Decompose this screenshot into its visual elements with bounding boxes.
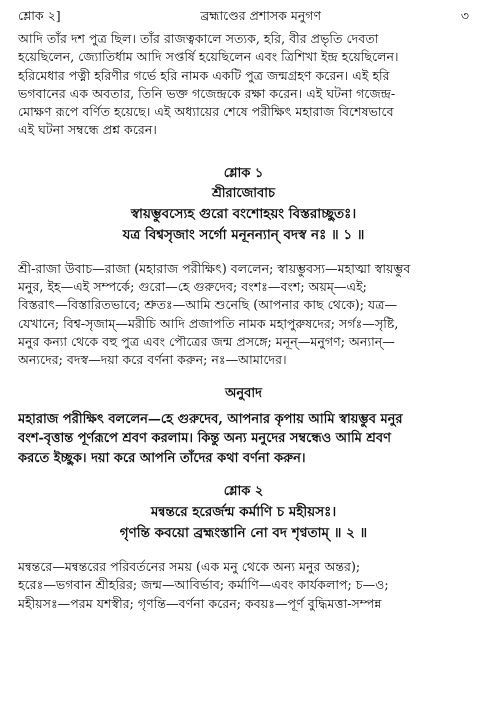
- header-left: শ্লোক ২]: [18, 8, 61, 23]
- intro-line: আদি তাঁর দশ পুত্র ছিল। তাঁর রাজত্বকালে সত্যক, হরি, বীর প্রভৃতি দেবতা: [18, 31, 379, 46]
- intro-line: হরিমেধার পত্নী হরিণীর গর্ভে হরি নামক একটি পুত্র জন্মগ্রহণ করেন। এই হরি: [18, 67, 390, 83]
- intro-line: হয়েছিলেন, জ্যোতির্ধাম আদি সপ্তর্ষি হয়েছিলেন এবং ত্রিশিখা ইন্দ্র হয়েছিলেন।: [18, 49, 399, 65]
- translation-line: করতে ইচ্ছুক। দয়া করে আপনি তাঁদের কথা বর্ণনা করুন।: [18, 450, 306, 466]
- translation-paragraph: [18, 410, 469, 469]
- translation-line: মহারাজ পরীক্ষিৎ বললেন—হে গুরুদেব, আপনার কৃপায় আমি স্বায়ম্ভুব মনুর: [18, 411, 403, 427]
- synonym-line: মন্বন্তরে—মন্বন্তরের পরিবর্তনের সময় (এক মনু থেকে অন্য মনুর অন্তর);: [18, 559, 361, 575]
- synonym-line: হরেঃ—ভগবান শ্রীহরির; জন্ম—আবির্ভাব; কর্মাণি—এবং কার্যকলাপ; চ—ও;: [18, 577, 389, 593]
- verse-1-line: স্বায়ম্ভুবস্যেহ গুরো বংশোহয়ং বিস্তরাচ্ছুতঃ।: [130, 205, 357, 222]
- verse-2-title: শ্লোক ২: [223, 484, 264, 500]
- synonym-line: যেখানে; বিশ্ব-সৃজাম্‌—মরীচি আদি প্রজাপতি নামক মহাপুরুষদের; সর্গঃ—সৃষ্টি,: [18, 315, 399, 331]
- verse-1-line: যত্র বিশ্বসৃজাং সর্গো মনূনন্যান্‌ বদস্ব নঃ ॥ ১ ॥: [122, 226, 365, 243]
- intro-line: ভগবানের এক অবতার, তিনি ভক্ত গজেন্দ্রকে রক্ষা করেন। এই ঘটনা গজেন্দ্র-: [18, 85, 396, 101]
- page-number: ৩: [460, 8, 469, 23]
- header-title: ব্রহ্মাণ্ডের প্রশাসক মনুগণ: [200, 8, 322, 23]
- synonym-line: মনুর, ইহ—এই সম্পর্কে; গুরো—হে গুরুদেব; বংশঃ—বংশ; অয়ম্‌—এই;: [18, 279, 367, 295]
- synonym-line: অন্যদের; বদস্ব—দয়া করে বর্ণনা করুন; নঃ—আমাদের।: [18, 352, 287, 368]
- translation-title: অনুবাদ: [225, 385, 262, 401]
- synonym-line: মনুর কন্যা থেকে বহু পুত্র এবং পৌত্রের জন্ম প্রসঙ্গে; মনূন্‌—মনুগণ; অন্যান্‌—: [18, 333, 395, 349]
- verse-1-speaker: শ্রীরাজোবাচ: [211, 185, 276, 201]
- synonym-line: মহীয়সঃ—পরম যশস্বীর; গৃণন্তি—বর্ণনা করেন; কবয়ঃ—পূর্ণ বুদ্ধিমত্তা-সম্পন্ন: [18, 595, 382, 611]
- page-header: [18, 8, 469, 30]
- synonym-line: শ্রী-রাজা উবাচ—রাজা (মহারাজ পরীক্ষিৎ) বললেন; স্বায়ম্ভুবস্য—মহাত্মা স্বায়ম্ভুব: [18, 260, 411, 276]
- verse-1-synonyms: [18, 260, 469, 370]
- intro-paragraph: [18, 30, 469, 140]
- verse-2-synonyms: [18, 558, 469, 613]
- intro-line: মোক্ষণ রূপে বর্ণিত হয়েছে। এই অধ্যায়ের শেষে পরীক্ষিৎ মহারাজ বিশেষভাবে: [18, 104, 394, 120]
- synonym-line: বিস্তরাৎ—বিস্তারিতভাবে; শ্রুতঃ—আমি শুনেছি (আপনার কাছ থেকে); যত্র—: [18, 297, 398, 313]
- verse-2-line: মন্বন্তরে হরের্জন্ম কর্মাণি চ মহীয়সঃ।: [150, 504, 337, 521]
- intro-line: এই ঘটনা সম্বন্ধে প্রশ্ন করেন।: [18, 122, 157, 138]
- verse-2-line: গৃণন্তি কবয়ো ব্রহ্মংস্তানি নো বদ শৃণ্বতাম্‌ ॥ ২ ॥: [119, 525, 368, 542]
- translation-line: বংশ-বৃত্তান্ত পূর্ণরূপে শ্রবণ করলাম। কিন্তু অন্য মনুদের সম্বন্ধেও আমি শ্রবণ: [18, 431, 391, 447]
- verse-1-title: শ্লোক ১: [223, 165, 264, 181]
